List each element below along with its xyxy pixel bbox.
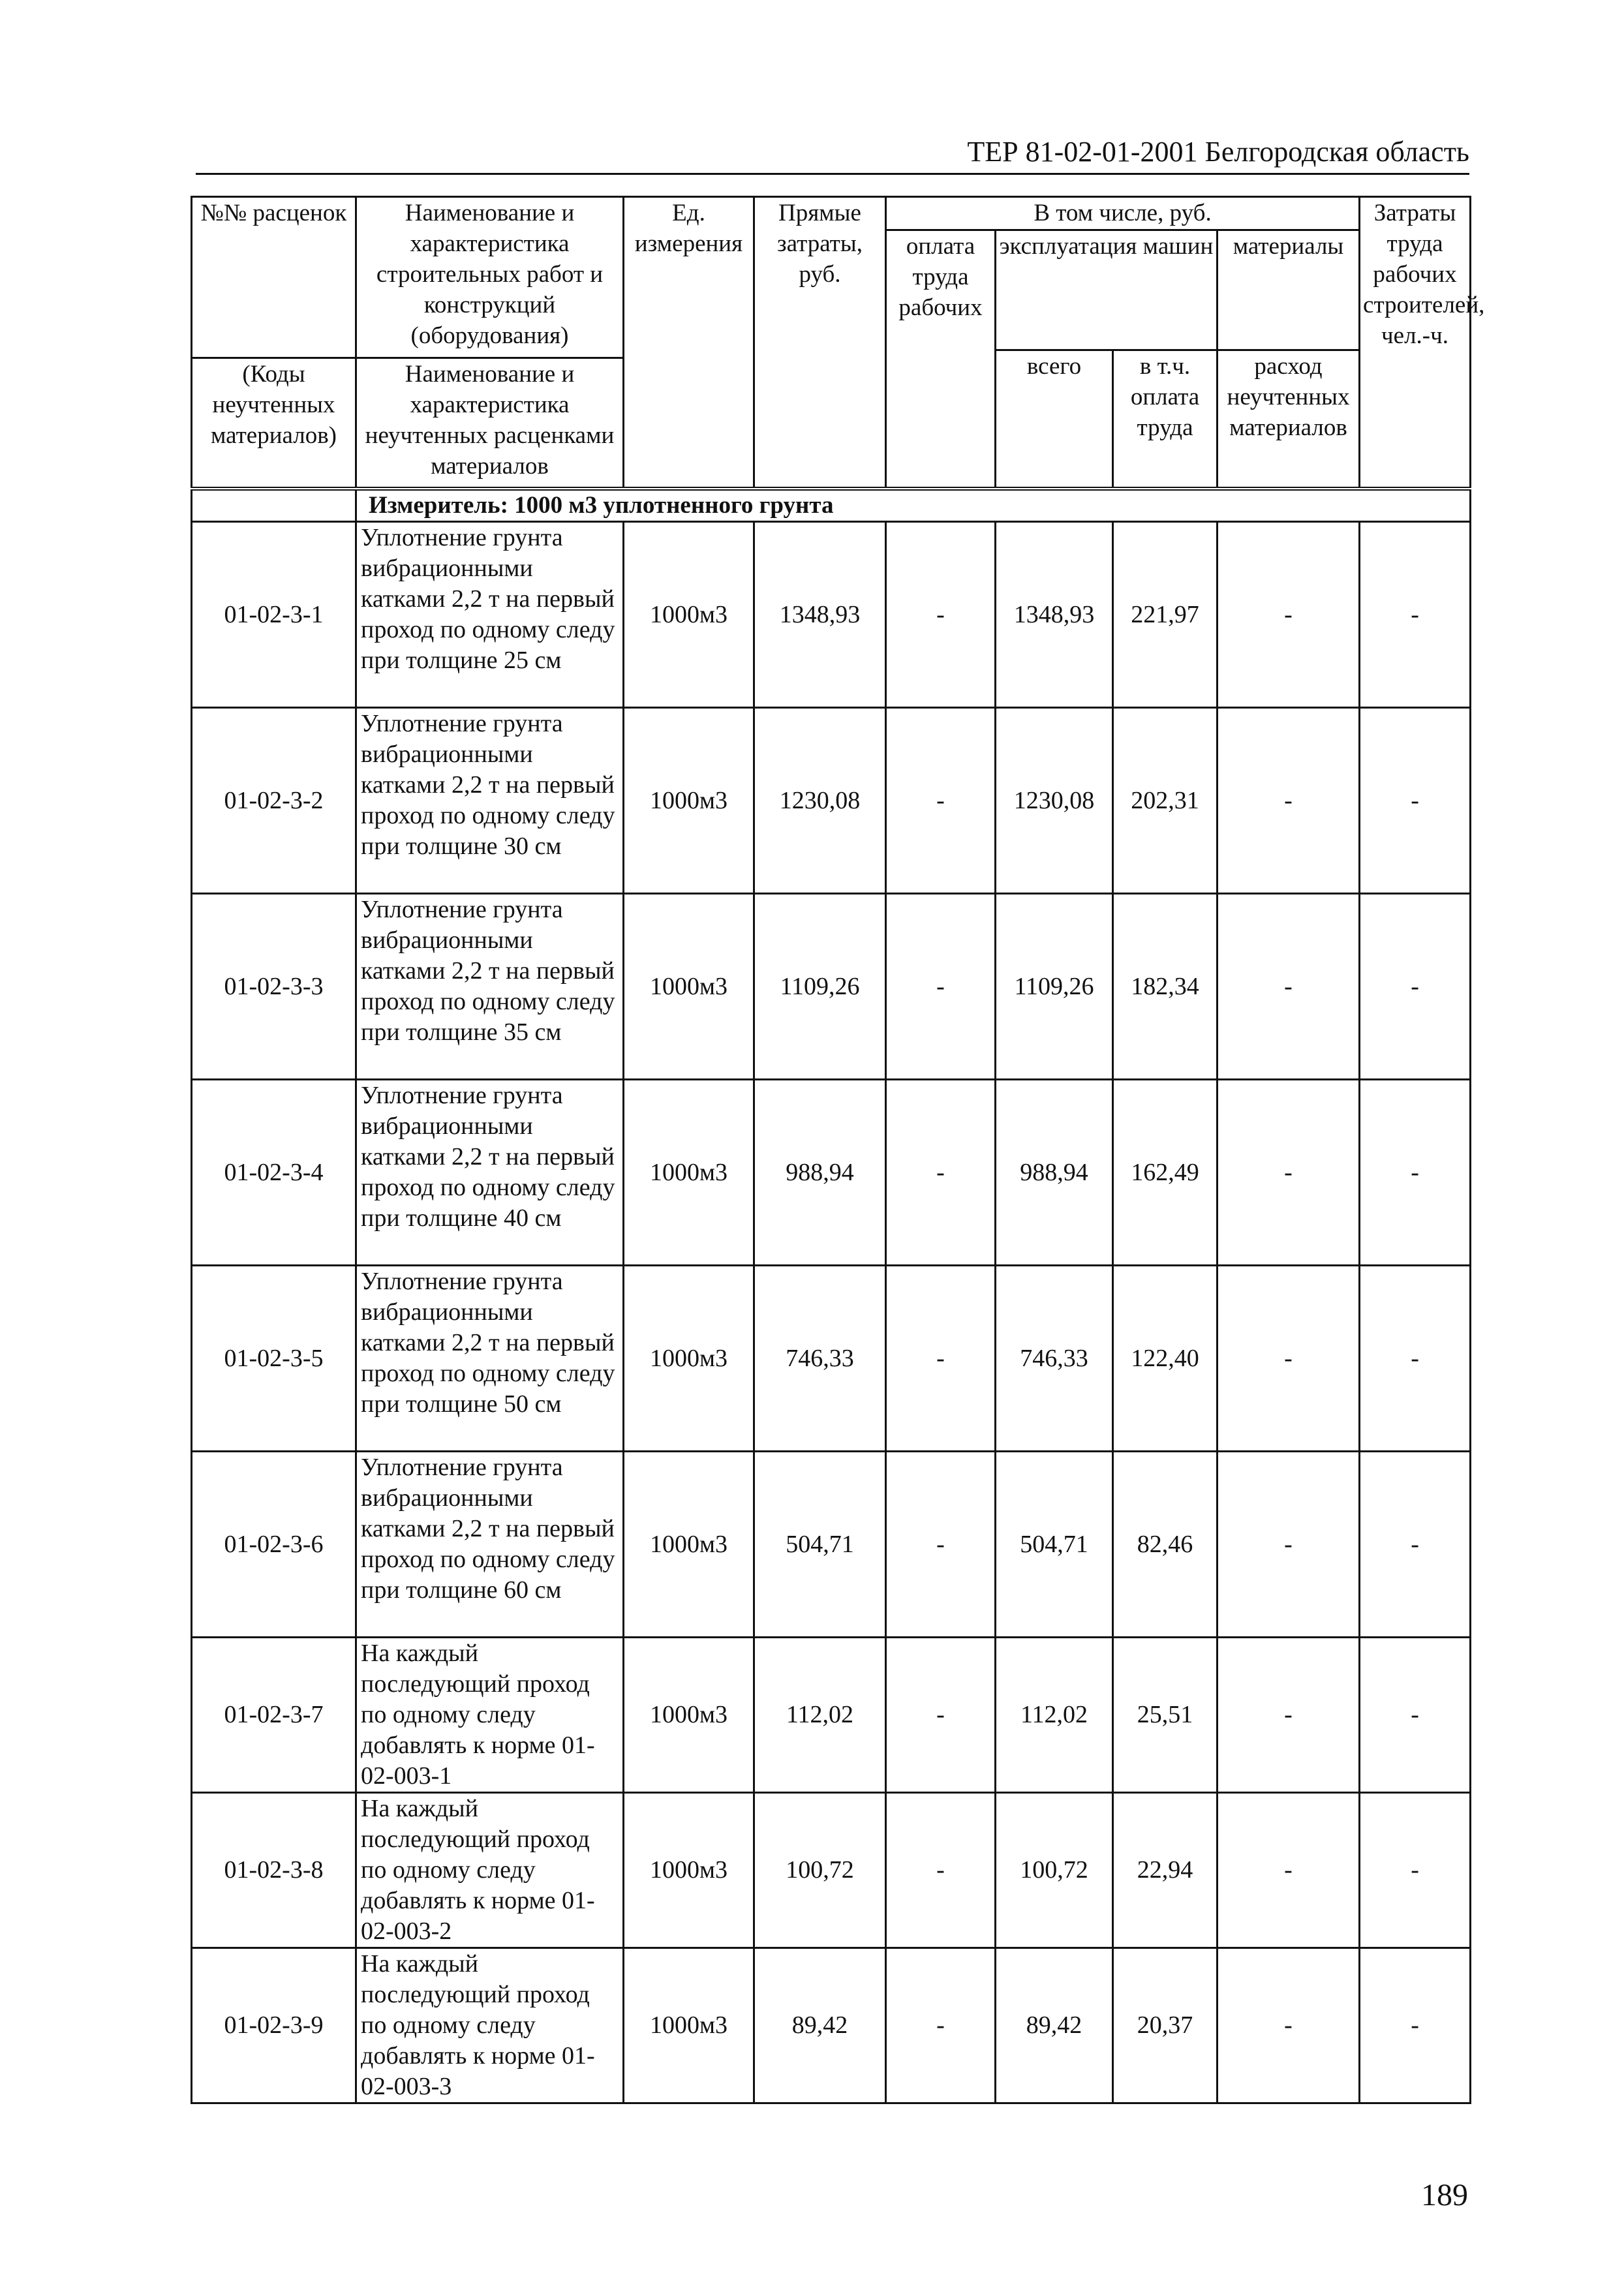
machine-labor-cell: 162,49 [1113,1080,1218,1266]
document-title: ТЕР 81-02-01-2001 Белгородская область [967,136,1469,168]
labor-pay-cell: - [886,1452,996,1638]
unit-cell: 1000м3 [624,708,754,894]
direct-costs-cell: 100,72 [754,1793,886,1948]
labor-pay-cell: - [886,1080,996,1266]
labor-costs-cell: - [1360,1793,1471,1948]
col-header-materials: материалы [1218,230,1360,350]
labor-costs-cell: - [1360,708,1471,894]
header-row-1 [192,197,1471,230]
direct-costs-cell: 1230,08 [754,708,886,894]
materials-cell: - [1218,1948,1360,2103]
rates-table [191,196,1485,2104]
machine-labor-cell: 202,31 [1113,708,1218,894]
col-header-unaccounted-materials: расход неучтенных материалов [1218,350,1360,489]
unit-cell: 1000м3 [624,1948,754,2103]
unit-cell: 1000м3 [624,522,754,708]
labor-pay-cell: - [886,522,996,708]
table-row [192,894,1471,1080]
unit-cell: 1000м3 [624,894,754,1080]
materials-cell: - [1218,1793,1360,1948]
machine-labor-cell: 20,37 [1113,1948,1218,2103]
work-description: Уплотнение грунта вибрационными катками 2,2 т на первый проход по одному следу при толщине 50 см [356,1266,624,1452]
direct-costs-cell: 112,02 [754,1638,886,1793]
labor-pay-cell: - [886,1638,996,1793]
rate-code: 01-02-3-6 [192,1452,356,1638]
labor-pay-cell: - [886,894,996,1080]
labor-pay-cell: - [886,1266,996,1452]
work-description: Уплотнение грунта вибрационными катками 2,2 т на первый проход по одному следу при толщине 40 см [356,1080,624,1266]
table-row [192,1080,1471,1266]
labor-costs-cell: - [1360,1452,1471,1638]
col-header-name-top: Наименование и характеристика строительных работ и конструкций (оборудования) [356,197,624,358]
machine-labor-cell: 122,40 [1113,1266,1218,1452]
machine-total-cell: 1348,93 [996,522,1113,708]
col-header-code-top: №№ расценок [192,197,356,358]
col-header-name-bottom: Наименование и характеристика неучтенных расценками материалов [356,358,624,489]
machine-total-cell: 89,42 [996,1948,1113,2103]
direct-costs-cell: 1348,93 [754,522,886,708]
col-header-machine-total: всего [996,350,1113,489]
col-header-machine-operation: эксплуатация машин [996,230,1218,350]
unit-cell: 1000м3 [624,1080,754,1266]
table-row [192,1638,1471,1793]
labor-costs-cell: - [1360,1638,1471,1793]
rate-code: 01-02-3-2 [192,708,356,894]
machine-total-cell: 1109,26 [996,894,1113,1080]
direct-costs-cell: 504,71 [754,1452,886,1638]
rate-code: 01-02-3-8 [192,1793,356,1948]
page-header [196,134,1469,175]
machine-labor-cell: 221,97 [1113,522,1218,708]
rate-code: 01-02-3-4 [192,1080,356,1266]
rate-code: 01-02-3-9 [192,1948,356,2103]
work-description: На каждый последующий проход по одному следу добавлять к норме 01-02-003-2 [356,1793,624,1948]
machine-total-cell: 504,71 [996,1452,1113,1638]
work-description: Уплотнение грунта вибрационными катками 2,2 т на первый проход по одному следу при толщине 30 см [356,708,624,894]
materials-cell: - [1218,708,1360,894]
table-row [192,1452,1471,1638]
machine-total-cell: 100,72 [996,1793,1113,1948]
machine-total-cell: 746,33 [996,1266,1113,1452]
machine-total-cell: 1230,08 [996,708,1113,894]
col-header-labor-pay: оплата труда рабочих [886,230,996,489]
direct-costs-cell: 89,42 [754,1948,886,2103]
labor-costs-cell: - [1360,1948,1471,2103]
materials-cell: - [1218,1452,1360,1638]
col-header-machine-labor: в т.ч. оплата труда [1113,350,1218,489]
machine-total-cell: 988,94 [996,1080,1113,1266]
materials-cell: - [1218,522,1360,708]
rate-code: 01-02-3-3 [192,894,356,1080]
rate-code: 01-02-3-5 [192,1266,356,1452]
machine-labor-cell: 22,94 [1113,1793,1218,1948]
materials-cell: - [1218,894,1360,1080]
table-row [192,1948,1471,2103]
rate-code: 01-02-3-1 [192,522,356,708]
labor-costs-cell: - [1360,522,1471,708]
table-row [192,522,1471,708]
table-row [192,708,1471,894]
work-description: На каждый последующий проход по одному следу добавлять к норме 01-02-003-1 [356,1638,624,1793]
direct-costs-cell: 1109,26 [754,894,886,1080]
meter-blank-cell [192,489,356,522]
direct-costs-cell: 746,33 [754,1266,886,1452]
table-row [192,1793,1471,1948]
materials-cell: - [1218,1266,1360,1452]
labor-costs-cell: - [1360,1080,1471,1266]
table-row [192,1266,1471,1452]
col-header-including: В том числе, руб. [886,197,1360,230]
labor-costs-cell: - [1360,894,1471,1080]
machine-labor-cell: 82,46 [1113,1452,1218,1638]
machine-total-cell: 112,02 [996,1638,1113,1793]
work-description: Уплотнение грунта вибрационными катками 2,2 т на первый проход по одному следу при толщине 60 см [356,1452,624,1638]
labor-pay-cell: - [886,1948,996,2103]
work-description: На каждый последующий проход по одному следу добавлять к норме 01-02-003-3 [356,1948,624,2103]
page-number: 189 [1421,2178,1468,2212]
col-header-unit: Ед. измерения [624,197,754,489]
labor-pay-cell: - [886,708,996,894]
materials-cell: - [1218,1638,1360,1793]
col-header-code-bottom: (Коды неучтенных материалов) [192,358,356,489]
machine-labor-cell: 182,34 [1113,894,1218,1080]
col-header-direct-costs: Прямые затраты, руб. [754,197,886,489]
unit-cell: 1000м3 [624,1793,754,1948]
materials-cell: - [1218,1080,1360,1266]
rate-code: 01-02-3-7 [192,1638,356,1793]
meter-row [192,489,1471,522]
labor-pay-cell: - [886,1793,996,1948]
direct-costs-cell: 988,94 [754,1080,886,1266]
work-description: Уплотнение грунта вибрационными катками 2,2 т на первый проход по одному следу при толщине 25 см [356,522,624,708]
machine-labor-cell: 25,51 [1113,1638,1218,1793]
unit-cell: 1000м3 [624,1266,754,1452]
work-description: Уплотнение грунта вибрационными катками 2,2 т на первый проход по одному следу при толщине 35 см [356,894,624,1080]
unit-cell: 1000м3 [624,1452,754,1638]
unit-cell: 1000м3 [624,1638,754,1793]
labor-costs-cell: - [1360,1266,1471,1452]
meter-label: Измеритель: 1000 м3 уплотненного грунта [356,489,1471,522]
col-header-labor-costs: Затраты труда рабочих строителей, чел.-ч. [1360,197,1471,489]
